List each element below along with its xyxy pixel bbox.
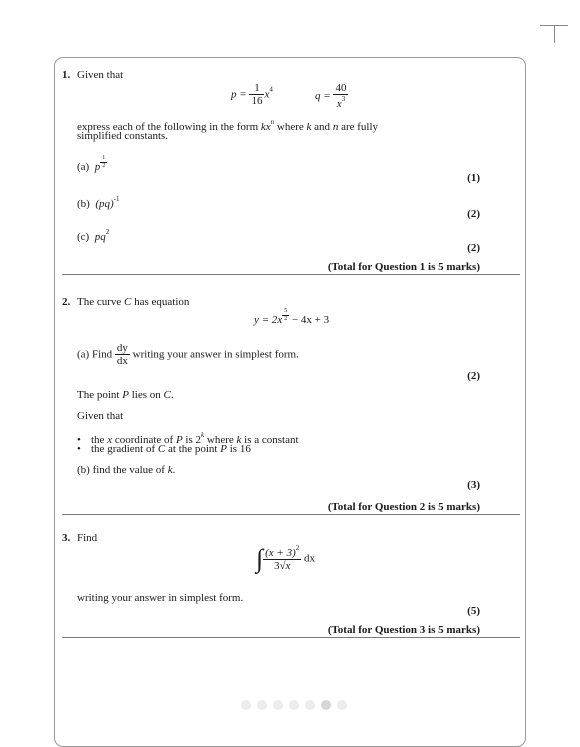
q2-number: 2. <box>62 296 71 308</box>
q3-find: Find <box>77 532 98 544</box>
q2-curve-equation: y = 2x $^{\frac{5}{2}}$ − 4x + 3 <box>254 308 330 326</box>
q1-a-marks: (1) <box>467 172 480 184</box>
q1-p-definition: p = $\frac{1}{16}$ $x^4$ <box>231 82 273 108</box>
q2-a-marks: (2) <box>467 370 480 382</box>
page-dot[interactable] <box>257 700 267 710</box>
q1-part-c: (c) $pq^2$ <box>77 228 110 243</box>
q1-total: (Total for Question 1 is 5 marks) <box>327 261 480 273</box>
q3-divider <box>62 637 520 638</box>
q1-intro: Given that <box>77 69 124 81</box>
page-dot-active[interactable] <box>321 700 331 710</box>
q2-divider <box>62 514 520 515</box>
q2-part-a: (a) Find $\frac{dy}{dx}$ writing your answer in simplest form. <box>77 342 299 368</box>
q1-q-definition: q = $\frac{40}{x^3}$ <box>315 82 347 111</box>
q1-divider <box>62 274 520 275</box>
q1-c-marks: (2) <box>467 242 480 254</box>
crop-mark <box>540 25 568 43</box>
page-indicator[interactable] <box>241 700 347 710</box>
q2-point-statement: The point P lies on C. <box>77 389 174 401</box>
q1-b-marks: (2) <box>467 208 480 220</box>
q1-instruction-line2: simplified constants. <box>77 130 169 142</box>
q1-part-a: (a) p $^{\frac{1}{2}}$ <box>77 155 106 173</box>
q3-instruction: writing your answer in simplest form. <box>77 592 244 604</box>
page-dot[interactable] <box>305 700 315 710</box>
q2-bullet-2: • the gradient of C at the point P is 16 <box>77 443 251 455</box>
page-dot[interactable] <box>273 700 283 710</box>
q1-number: 1. <box>62 69 71 81</box>
q2-total: (Total for Question 2 is 5 marks) <box>327 501 480 513</box>
page-dot[interactable] <box>241 700 251 710</box>
q2-part-b: (b) find the value of k. <box>77 464 176 476</box>
page-dot[interactable] <box>337 700 347 710</box>
q3-integral: ∫ $\frac{(x + 3)^2}{3√x}$ dx <box>256 544 316 573</box>
q1-instruction-line1: express each of the following in the form $kx^n$ where k and n are fully <box>77 118 379 133</box>
q2-b-marks: (3) <box>467 479 480 491</box>
q3-marks: (5) <box>467 605 480 617</box>
page-frame <box>54 57 526 747</box>
q2-intro: The curve C has equation <box>77 296 190 308</box>
q1-part-b: (b) (pq)$^{-1}$ <box>77 195 120 210</box>
page-dot[interactable] <box>289 700 299 710</box>
q2-given: Given that <box>77 410 124 422</box>
q3-total: (Total for Question 3 is 5 marks) <box>327 624 480 636</box>
q3-number: 3. <box>62 532 71 544</box>
q2-bullet-1: • the x coordinate of P is 2$^k$ where k is a constant <box>77 431 299 446</box>
integral-sign: ∫ <box>256 544 264 573</box>
